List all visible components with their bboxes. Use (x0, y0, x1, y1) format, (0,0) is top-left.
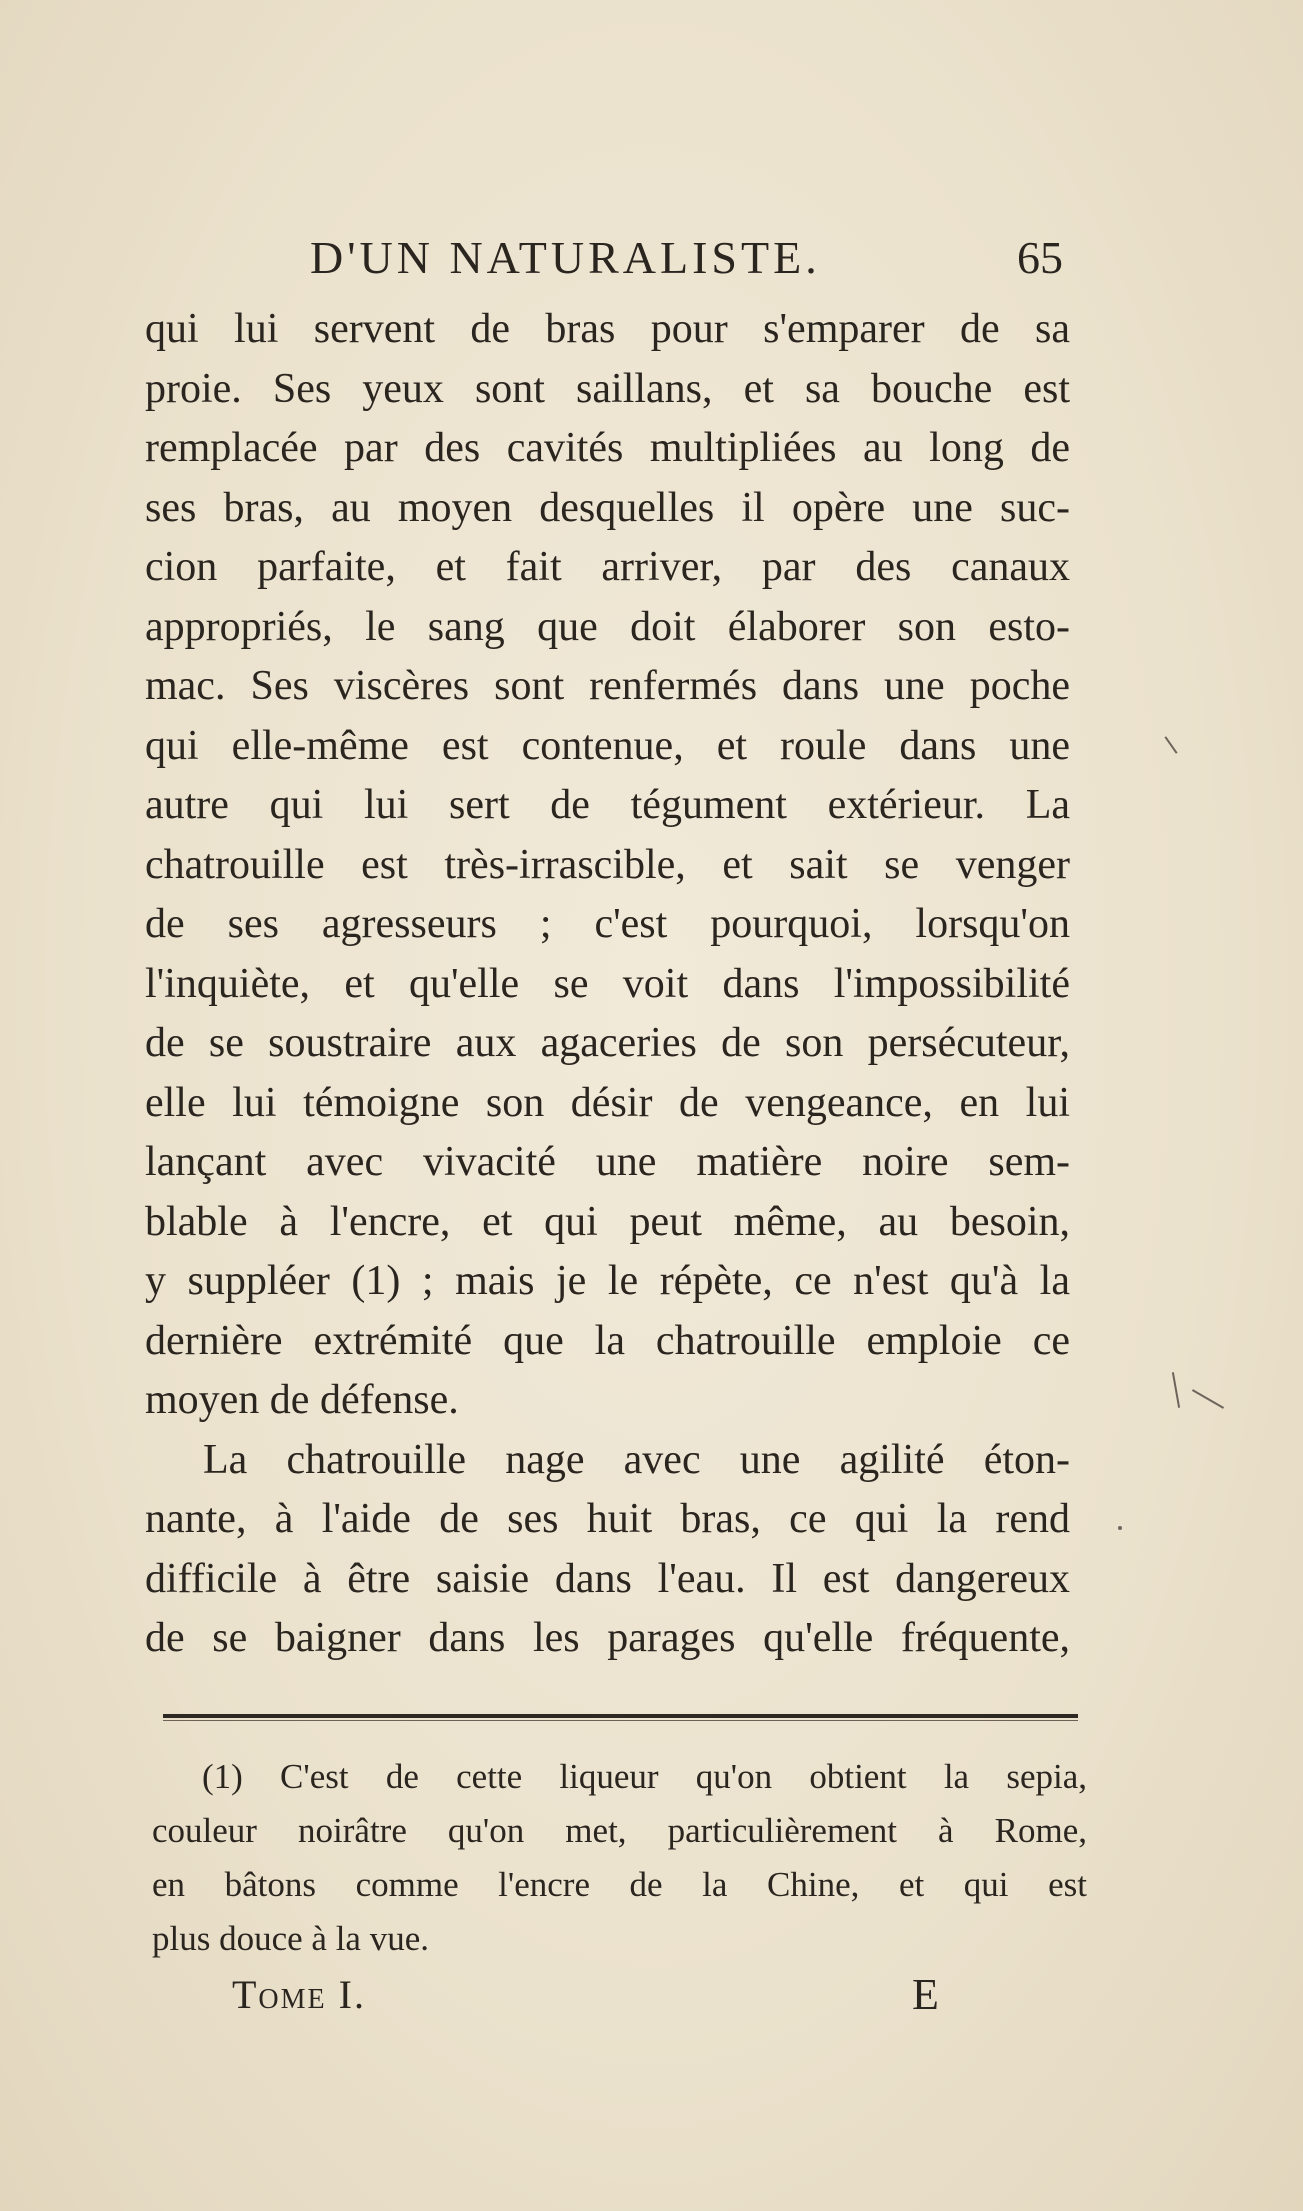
footnote-line: (1) C'est de cette liqueur qu'on obtient la sepia, (202, 1757, 1087, 1796)
text-line: de se soustraire aux agaceries de son persécuteur, (145, 1020, 1070, 1066)
text-line: difficile à être saisie dans l'eau. Il est dangereux (145, 1555, 1070, 1602)
text-line: moyen de défense. (145, 1377, 459, 1423)
text-line: proie. Ses yeux sont saillans, et sa bouche est (145, 365, 1070, 412)
text-line: de ses agresseurs ; c'est pourquoi, lorsqu'on (145, 901, 1070, 947)
footnote-line: en bâtons comme l'encre de la Chine, et qui est (152, 1865, 1087, 1904)
text-line: mac. Ses viscères sont renfermés dans une poche (145, 663, 1070, 709)
text-line: qui elle-même est contenue, et roule dans une (145, 722, 1070, 769)
text-line: y suppléer (1) ; mais je le répète, ce n'est qu'à la (145, 1258, 1070, 1304)
text-line: l'inquiète, et qu'elle se voit dans l'impossibilité (145, 960, 1070, 1007)
stray-mark (1164, 736, 1177, 754)
footnote-line: couleur noirâtre qu'on met, particulièrement à Rome, (152, 1811, 1087, 1850)
volume-label: Tome I. (232, 1972, 366, 2017)
text-line: La chatrouille nage avec une agilité éton- (203, 1436, 1070, 1483)
stray-mark (1172, 1372, 1180, 1408)
text-line: qui lui servent de bras pour s'emparer de sa (145, 306, 1070, 352)
running-head (145, 228, 1075, 288)
text-line: autre qui lui sert de tégument extérieur. La (145, 782, 1070, 828)
text-line: blable à l'encre, et qui peut même, au besoin, (145, 1198, 1070, 1245)
footnote-rule (163, 1714, 1078, 1718)
running-title: D'UN NATURALISTE. (310, 232, 821, 283)
stray-mark (1118, 1526, 1122, 1530)
footnote-line: plus douce à la vue. (152, 1919, 429, 1958)
text-line: lançant avec vivacité une matière noire sem- (145, 1139, 1070, 1185)
text-line: dernière extrémité que la chatrouille emploie ce (145, 1317, 1070, 1364)
footnote (152, 1750, 1087, 1966)
text-line: appropriés, le sang que doit élaborer son esto- (145, 603, 1070, 650)
signature-mark: E (912, 1970, 939, 2019)
text-line: nante, à l'aide de ses huit bras, ce qui la rend (145, 1496, 1070, 1542)
text-line: elle lui témoigne son désir de vengeance, en lui (145, 1079, 1070, 1126)
page-number: 65 (1017, 232, 1063, 283)
body-text (145, 300, 1070, 1669)
text-line: de se baigner dans les parages qu'elle fréquente, (145, 1615, 1070, 1661)
stray-mark (1192, 1389, 1224, 1409)
text-line: ses bras, au moyen desquelles il opère une suc- (145, 484, 1070, 531)
text-line: chatrouille est très-irrascible, et sait se venger (145, 841, 1070, 888)
page-footer (232, 1965, 952, 2025)
text-line: remplacée par des cavités multipliées au long de (145, 425, 1070, 471)
text-line: cion parfaite, et fait arriver, par des canaux (145, 544, 1070, 590)
